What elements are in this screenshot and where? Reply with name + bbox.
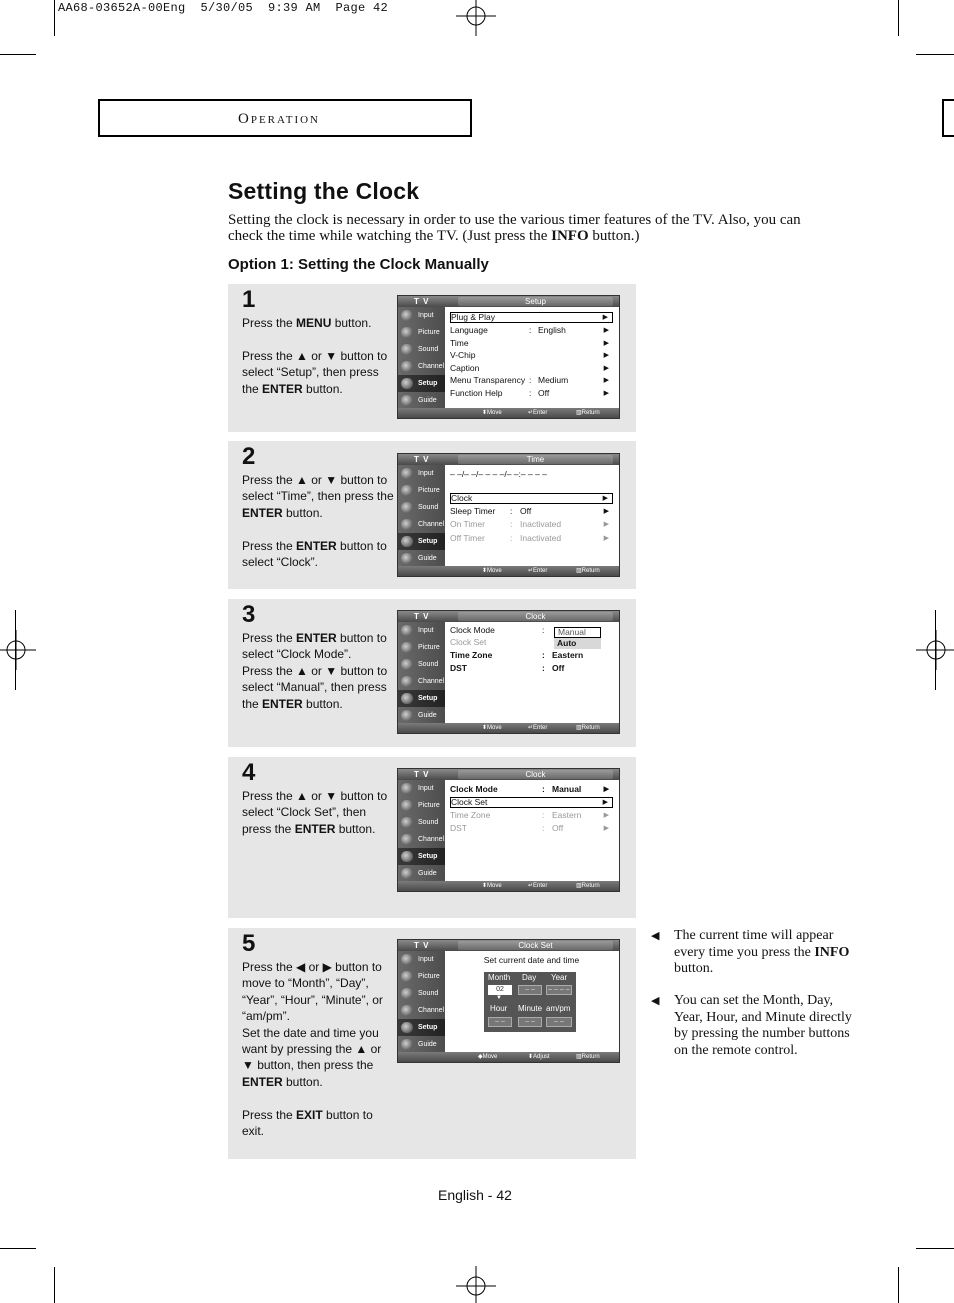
osd-menu-label: Sound (418, 990, 439, 997)
osd-menu-item-guide[interactable] (398, 392, 445, 409)
osd-row: DST : Off ▶ (450, 823, 609, 833)
crop-mark (916, 54, 954, 55)
osd-footer: ⬍ Move ↵ Enter ▥ Return (398, 408, 619, 418)
osd-menu-list (448, 465, 615, 568)
sound-icon (401, 817, 413, 828)
osd-menu-label: Input (418, 470, 434, 477)
osd-row: Caption ▶ (450, 363, 609, 373)
day-field[interactable]: – – (518, 985, 542, 995)
osd-menu-label: Channel (418, 678, 445, 685)
step-instructions: Press the ENTER button to select “Clock Mode”. Press the ▲ or ▼ button to select “Manual”, then press the ENTER button. (242, 631, 388, 711)
osd-menu-item-sound[interactable] (398, 341, 445, 358)
dropdown-option-manual[interactable]: Manual (554, 627, 601, 638)
dropdown-option-auto[interactable]: Auto (554, 638, 601, 649)
osd-screen-title: Clock (458, 770, 613, 779)
osd-menu-label: Picture (418, 973, 440, 980)
osd-menu-item-setup[interactable] (398, 1019, 445, 1036)
channel-icon (401, 1005, 413, 1016)
step-3-panel (228, 599, 636, 747)
osd-footer: ⬍ Move ↵ Enter ▥ Return (398, 881, 619, 891)
osd-screen-title: Setup (458, 297, 613, 306)
osd-menu-item-input[interactable] (398, 307, 445, 324)
osd-row: Time Zone : Eastern (450, 650, 584, 660)
osd-menu-label: Setup (418, 695, 438, 702)
osd-menu-item-channel[interactable] (398, 358, 445, 375)
setup-icon (401, 693, 413, 704)
step-number: 4 (242, 759, 256, 786)
osd-menu-label: Sound (418, 661, 439, 668)
osd-menu-label: Channel (418, 363, 445, 370)
osd-menu-item-setup[interactable] (398, 848, 445, 865)
osd-side-menu (398, 780, 445, 883)
osd-row: Off Timer : Inactivated ▶ (450, 533, 609, 543)
crop-mark (935, 610, 936, 690)
hour-field[interactable]: – – (488, 1017, 512, 1027)
channel-icon (401, 834, 413, 845)
osd-menu-label: Input (418, 785, 434, 792)
osd-menu-item-sound[interactable] (398, 656, 445, 673)
osd-menu-label: Picture (418, 802, 440, 809)
osd-row: Function Help : Off ▶ (450, 388, 609, 398)
osd-menu-item-input[interactable] (398, 465, 445, 482)
crop-mark (54, 0, 55, 36)
osd-menu-item-guide[interactable] (398, 707, 445, 724)
osd-menu-list (448, 622, 615, 725)
clock-set-instructions: Set current date and time (483, 955, 580, 965)
picture-icon (401, 800, 413, 811)
crop-mark (898, 0, 899, 36)
osd-menu-item-input[interactable] (398, 780, 445, 797)
step-instructions: Press the MENU button. Press the ▲ or ▼ button to select “Setup”, then press the ENTER button. (242, 316, 388, 396)
osd-menu-label: Sound (418, 346, 439, 353)
tv-osd-screen: T V Clock Set Input Picture Sound Channel Setup Guide Set current date and time Month Day Year 02 ▼ – – – – – – Hour Minute am/pm – – – – – – ◆ Move ⬍ Adjust ▥ Return (397, 939, 620, 1063)
step-4-panel (228, 757, 636, 918)
channel-icon (401, 676, 413, 687)
osd-menu-item-channel[interactable] (398, 673, 445, 690)
osd-row: Time ▶ (450, 338, 609, 348)
input-icon (401, 783, 413, 794)
channel-icon (401, 519, 413, 530)
osd-row: Clock Mode : Manual ▶ (450, 784, 609, 794)
osd-menu-item-sound[interactable] (398, 814, 445, 831)
osd-side-menu (398, 307, 445, 410)
crop-mark (916, 1248, 954, 1249)
step-1-panel (228, 284, 636, 432)
registration-mark (0, 630, 36, 670)
picture-icon (401, 642, 413, 653)
tv-osd-screen: T V Time Input Picture Sound Channel Setup Guide – –/– –/– – – –/– –:– – – – Clock ▶ Sleep Timer : Off ▶ On Timer : Inactivated ▶ Off Timer : Inactivated ▶ ⬍ Move ↵ Enter ▥ Return (397, 453, 620, 577)
osd-menu-label: Input (418, 312, 434, 319)
osd-row: DST : Off (450, 663, 565, 673)
year-field[interactable]: – – – – (546, 985, 572, 995)
osd-menu-item-guide[interactable] (398, 550, 445, 567)
step-instructions: Press the ▲ or ▼ button to select “Clock Set”, then press the ENTER button. (242, 789, 388, 836)
option-heading: Option 1: Setting the Clock Manually (228, 256, 489, 273)
channel-icon (401, 361, 413, 372)
osd-menu-label: Setup (418, 1024, 438, 1031)
osd-menu-label: Input (418, 956, 434, 963)
sound-icon (401, 344, 413, 355)
guide-icon (401, 868, 413, 879)
osd-row: Clock Set (450, 637, 487, 647)
osd-menu-label: Guide (418, 397, 437, 404)
osd-menu-item-picture[interactable] (398, 482, 445, 499)
step-instructions: Press the ◀ or ▶ button to move to “Month”, “Day”, “Year”, “Hour”, “Minute”, or “am/pm”. Set the date and time you want by pressing the ▲ or ▼ button, then press the ENTER button. Press the EXIT button to exit. (242, 960, 383, 1139)
osd-menu-list (448, 307, 615, 410)
sound-icon (401, 659, 413, 670)
crop-mark (898, 1267, 899, 1303)
note-marker-icon: ◀ (651, 930, 660, 942)
setup-icon (401, 378, 413, 389)
osd-menu-item-channel[interactable] (398, 1002, 445, 1019)
osd-menu-item-channel[interactable] (398, 831, 445, 848)
osd-screen-title: Clock Set (458, 941, 613, 950)
section-title: Operation (238, 111, 321, 127)
clock-set-panel (448, 951, 615, 1054)
osd-menu-label: Picture (418, 644, 440, 651)
osd-menu-item-sound[interactable] (398, 499, 445, 516)
osd-row: Sleep Timer : Off ▶ (450, 506, 609, 516)
sound-icon (401, 988, 413, 999)
osd-side-menu (398, 951, 445, 1054)
edge-tab (942, 99, 954, 137)
setup-icon (401, 851, 413, 862)
step-number: 2 (242, 443, 256, 470)
osd-screen-title: Clock (458, 612, 613, 621)
picture-icon (401, 485, 413, 496)
osd-row: Plug & Play ▶ (450, 312, 613, 323)
tv-osd-screen: T V Clock Input Picture Sound Channel Setup Guide Clock Mode : Clock Set Time Zone : Eastern DST : Off Manual Auto ⬍ Move ↵ Enter ▥ Return (397, 610, 620, 734)
step-number: 5 (242, 930, 256, 957)
osd-menu-item-input[interactable] (398, 622, 445, 639)
osd-menu-label: Sound (418, 819, 439, 826)
crop-mark (0, 54, 36, 55)
osd-menu-item-guide[interactable] (398, 865, 445, 882)
osd-menu-item-setup[interactable] (398, 690, 445, 707)
osd-menu-label: Guide (418, 555, 437, 562)
osd-menu-item-channel[interactable] (398, 516, 445, 533)
minute-field[interactable]: – – (518, 1017, 542, 1027)
input-icon (401, 468, 413, 479)
osd-menu-item-picture[interactable] (398, 324, 445, 341)
osd-side-menu (398, 622, 445, 725)
osd-menu-item-guide[interactable] (398, 1036, 445, 1053)
osd-menu-label: Guide (418, 1041, 437, 1048)
note-marker-icon: ◀ (651, 995, 660, 1007)
osd-footer: ⬍ Move ↵ Enter ▥ Return (398, 723, 619, 733)
sound-icon (401, 502, 413, 513)
tv-osd-screen: T V Clock Input Picture Sound Channel Setup Guide Clock Mode : Manual ▶ Clock Set ▶ Time Zone : Eastern ▶ DST : Off ▶ ⬍ Move ↵ Enter ▥ Return (397, 768, 620, 892)
crop-mark (54, 1267, 55, 1303)
setup-icon (401, 536, 413, 547)
picture-icon (401, 971, 413, 982)
step-number: 3 (242, 601, 256, 628)
osd-row: Clock ▶ (450, 493, 613, 504)
intro-paragraph: Setting the clock is necessary in order to use the various timer features of the TV. Also, you can check the time while watching the TV. (Just press the INFO button.) (228, 212, 801, 244)
guide-icon (401, 1039, 413, 1050)
step-instructions: Press the ▲ or ▼ button to select “Time”, then press the ENTER button. Press the ENTER button to select “Clock”. (242, 473, 394, 570)
osd-menu-label: Sound (418, 504, 439, 511)
osd-menu-item-picture[interactable] (398, 797, 445, 814)
osd-menu-item-setup[interactable] (398, 375, 445, 392)
osd-row: Language : English ▶ (450, 325, 609, 335)
guide-icon (401, 395, 413, 406)
osd-row: V-Chip ▶ (450, 350, 609, 360)
guide-icon (401, 710, 413, 721)
osd-side-menu (398, 465, 445, 568)
registration-mark (456, 0, 496, 36)
osd-row: Clock Set ▶ (450, 797, 613, 808)
osd-menu-item-setup[interactable] (398, 533, 445, 550)
osd-menu-label: Channel (418, 836, 445, 843)
step-2-panel (228, 441, 636, 589)
step-5-panel (228, 928, 636, 1159)
crop-mark (0, 1248, 36, 1249)
crop-mark (15, 610, 16, 690)
osd-footer: ◆ Move ⬍ Adjust ▥ Return (398, 1052, 619, 1062)
page-title: Setting the Clock (228, 178, 420, 204)
osd-menu-item-input[interactable] (398, 951, 445, 968)
tv-osd-screen: T V Setup Input Picture Sound Channel Setup Guide Plug & Play ▶ Language : English ▶ Time ▶ V-Chip ▶ Caption ▶ Menu Transparency : Medium ▶ Function Help : Off ▶ ⬍ Move ↵ Enter ▥ Return (397, 295, 620, 419)
input-icon (401, 625, 413, 636)
osd-menu-label: Picture (418, 329, 440, 336)
osd-row: Clock Mode : (450, 625, 545, 635)
picture-icon (401, 327, 413, 338)
input-icon (401, 310, 413, 321)
osd-menu-label: Setup (418, 853, 438, 860)
osd-row: Menu Transparency : Medium ▶ (450, 375, 609, 385)
osd-menu-list (448, 780, 615, 883)
setup-icon (401, 1022, 413, 1033)
osd-menu-item-picture[interactable] (398, 968, 445, 985)
clock-readout: – –/– –/– – – –/– –:– – – – (450, 469, 547, 479)
osd-menu-label: Channel (418, 521, 445, 528)
osd-row: Time Zone : Eastern ▶ (450, 810, 609, 820)
input-icon (401, 954, 413, 965)
osd-menu-label: Input (418, 627, 434, 634)
osd-menu-label: Channel (418, 1007, 445, 1014)
step-number: 1 (242, 286, 256, 313)
month-field[interactable]: 02 (488, 985, 512, 995)
osd-row: On Timer : Inactivated ▶ (450, 519, 609, 529)
print-header: AA68-03652A-00Eng 5/30/05 9:39 AM Page 42 (58, 1, 389, 15)
section-header-box (98, 99, 472, 137)
osd-footer: ⬍ Move ↵ Enter ▥ Return (398, 566, 619, 576)
guide-icon (401, 553, 413, 564)
osd-menu-label: Setup (418, 380, 438, 387)
clock-set-fields: Month Day Year 02 ▼ – – – – – – Hour Minute am/pm – – – – – – (484, 972, 576, 1032)
osd-screen-title: Time (458, 455, 613, 464)
osd-menu-label: Guide (418, 712, 437, 719)
osd-menu-label: Guide (418, 870, 437, 877)
osd-menu-label: Setup (418, 538, 438, 545)
registration-mark (456, 1266, 496, 1303)
osd-menu-label: Picture (418, 487, 440, 494)
osd-menu-item-sound[interactable] (398, 985, 445, 1002)
ampm-field[interactable]: – – (546, 1017, 572, 1027)
page-number: English - 42 (438, 1187, 512, 1203)
osd-menu-item-picture[interactable] (398, 639, 445, 656)
